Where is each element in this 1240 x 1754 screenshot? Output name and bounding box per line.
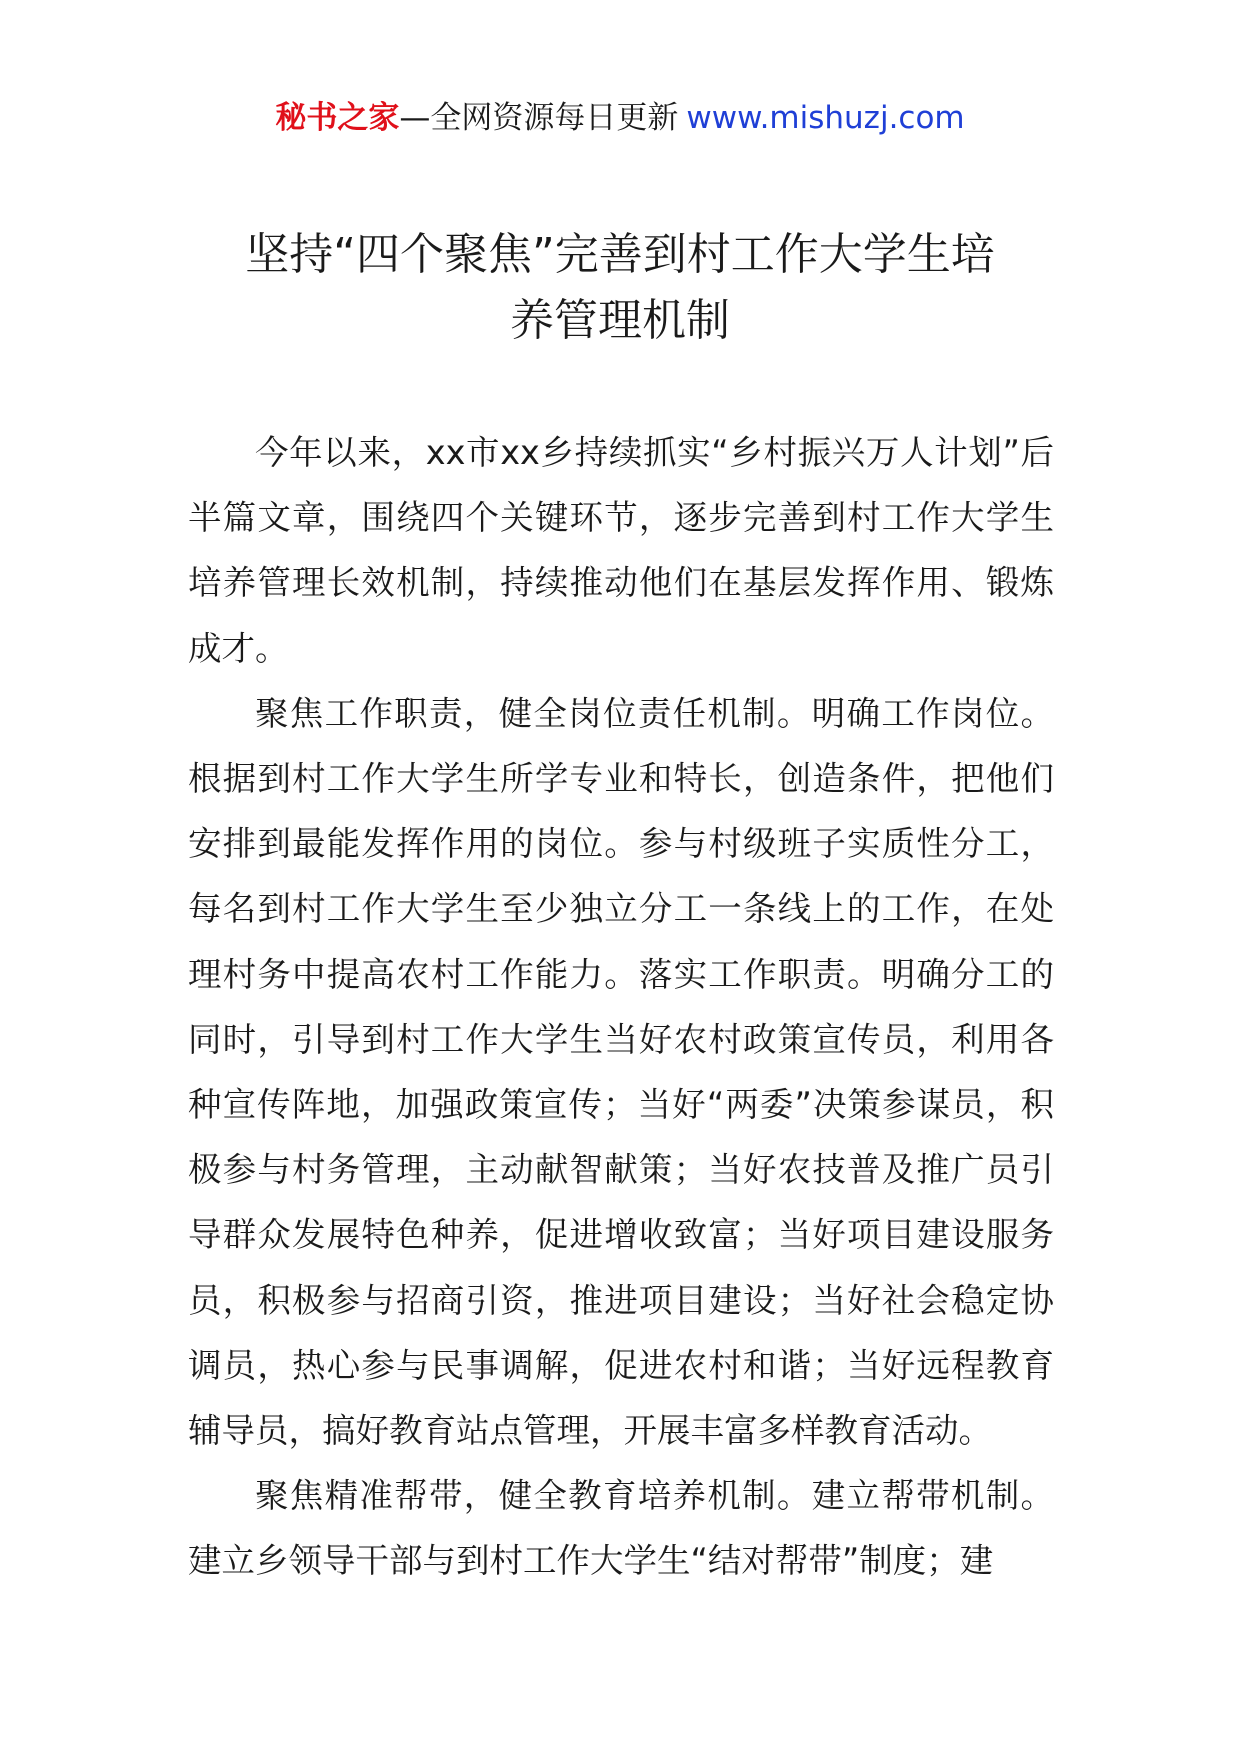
document-body <box>188 420 1054 1594</box>
brand-name: 秘书之家 <box>275 100 400 136</box>
site-header <box>0 98 1240 138</box>
paragraph-1: 今年以来，xx市xx乡持续抓实“乡村振兴万人计划”后半篇文章，围绕四个关键环节，逐步完善到村工作大学生培养管理长效机制，持续推动他们在基层发挥作用、锻炼成才。 <box>188 433 1054 668</box>
paragraph-2: 聚焦工作职责，健全岗位责任机制。明确工作岗位。根据到村工作大学生所学专业和特长，创造条件，把他们安排到最能发挥作用的岗位。参与村级班子实质性分工，每名到村工作大学生至少独立分工一条线上的工作，在处理村务中提高农村工作能力。落实工作职责。明确分工的同时，引导到村工作大学生当好农村政策宣传员，利用各种宣传阵地，加强政策宣传；当好“两委”决策参谋员，积极参与村务管理，主动献智献策；当好农技普及推广员引导群众发展特色种养，促进增收致富；当好项目建设服务员，积极参与招商引资，推进项目建设；当好社会稳定协调员，热心参与民事调解，促进农村和谐；当好远程教育辅导员，搞好教育站点管理，开展丰富多样教育活动。 <box>188 693 1054 1451</box>
document-title <box>180 222 1060 354</box>
paragraph-3: 聚焦精准帮带，健全教育培养机制。建立帮带机制。建立乡领导干部与到村工作大学生“结对帮带”制度；建 <box>188 1476 1054 1581</box>
title-line-1: 坚持“四个聚焦”完善到村工作大学生培 <box>245 229 995 280</box>
site-url-link[interactable]: www.mishuzj.com <box>686 100 965 136</box>
title-line-2: 养管理机制 <box>510 295 730 346</box>
header-tagline: —全网资源每日更新 <box>399 100 679 136</box>
